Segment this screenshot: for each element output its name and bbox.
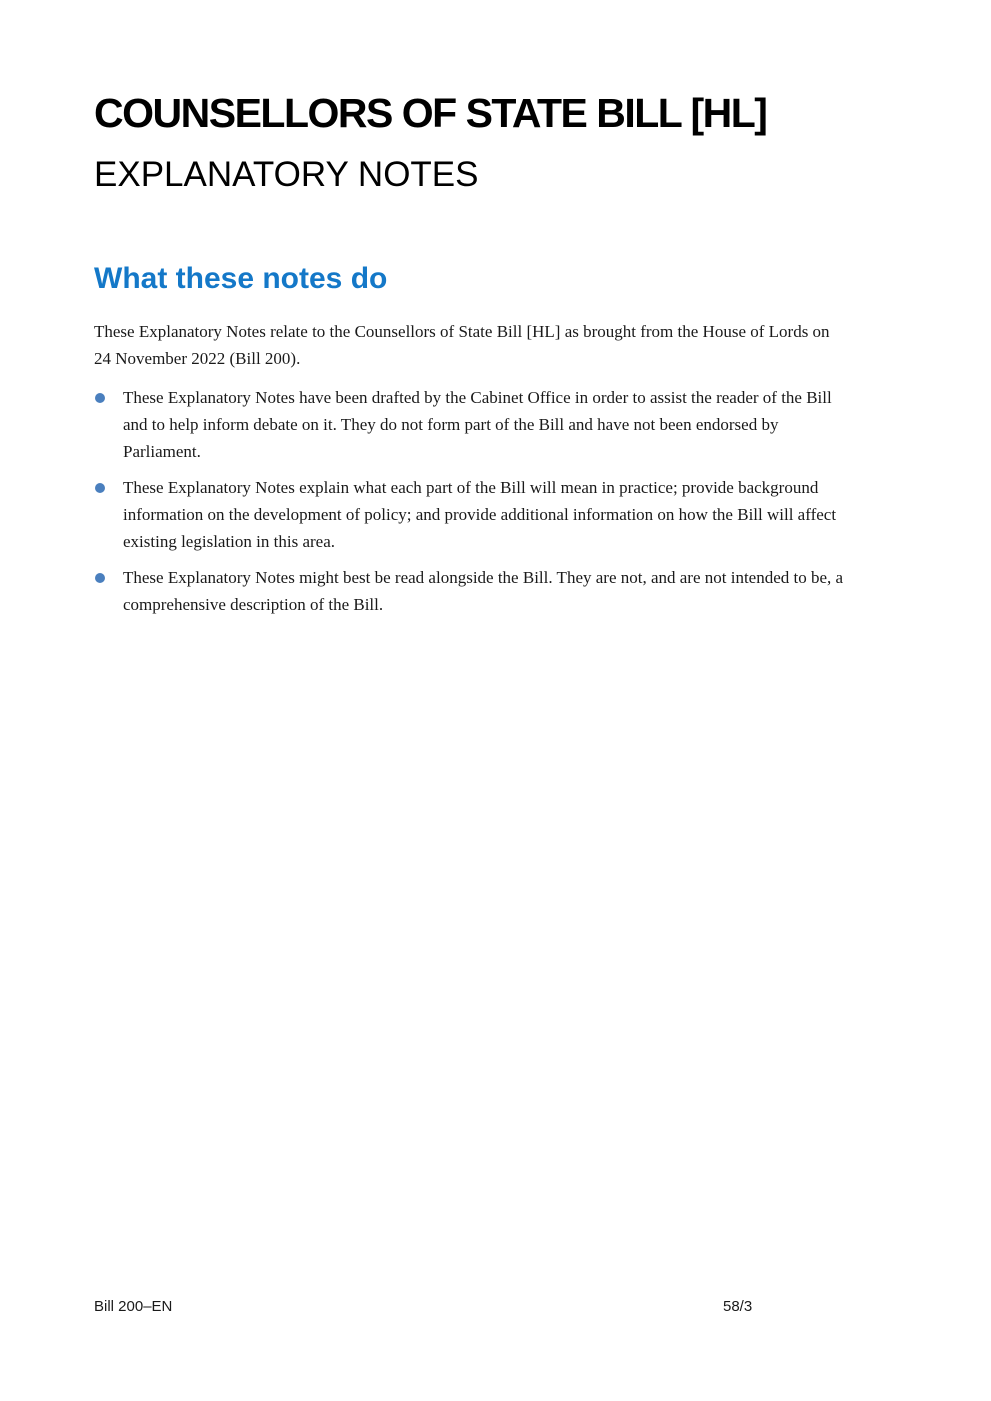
list-item-text: These Explanatory Notes explain what each part of the Bill will mean in practice; provide background information on the development of policy; and provide additional information on how the Bill will affect existing legislation in this area. — [123, 478, 837, 551]
page-content — [94, 88, 845, 618]
list-item — [94, 564, 845, 618]
section-heading: What these notes do — [94, 262, 388, 295]
list-item-text: These Explanatory Notes have been drafted by the Cabinet Office in order to assist the reader of the Bill and to help inform debate on it. They do not form part of the Bill and have not been endorsed by Parliament. — [123, 388, 832, 461]
intro-paragraph: These Explanatory Notes relate to the Counsellors of State Bill [HL] as brought from the House of Lords on 24 November 2022 (Bill 200). — [94, 322, 830, 368]
document-subtitle: EXPLANATORY NOTES — [94, 155, 479, 195]
footer-page-number: 58/3 — [723, 1298, 753, 1315]
document-title: COUNSELLORS OF STATE BILL [HL] — [94, 90, 767, 136]
bullet-icon — [95, 393, 105, 403]
bullet-list — [94, 384, 845, 618]
bullet-icon — [95, 483, 105, 493]
footer-bill-number: Bill 200–EN — [94, 1298, 173, 1315]
list-item-text: These Explanatory Notes might best be read alongside the Bill. They are not, and are not intended to be, a comprehensive description of the Bill. — [123, 568, 844, 614]
list-item — [94, 474, 845, 555]
list-item — [94, 384, 845, 465]
bullet-icon — [95, 573, 105, 583]
